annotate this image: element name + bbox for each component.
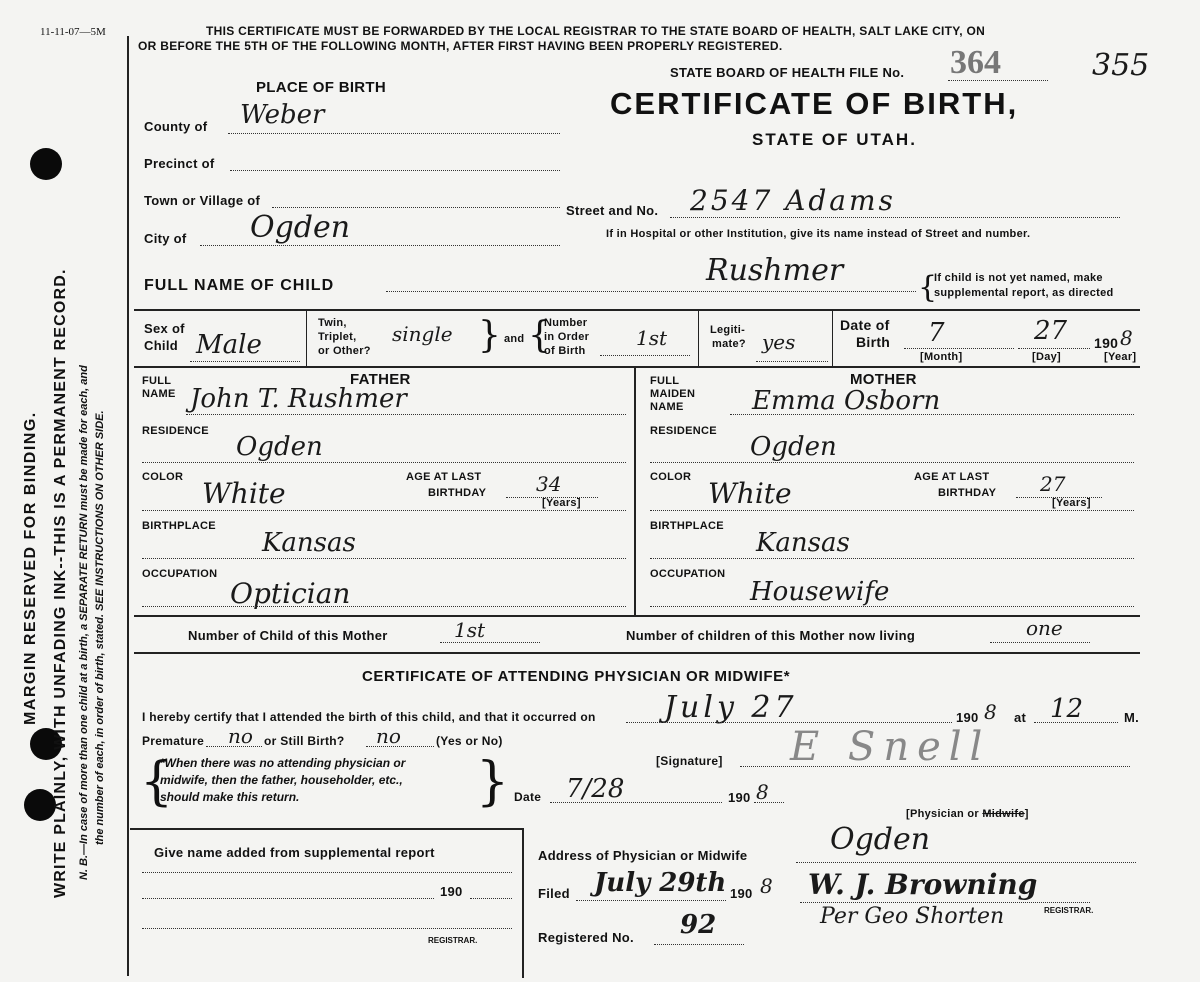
father-occupation-value: Optician (230, 577, 351, 610)
father-occupation-label: OCCUPATION (142, 568, 218, 580)
father-heading: FATHER (350, 371, 411, 388)
county-value: Weber (240, 100, 325, 130)
children-living-label: Number of children of this Mother now living (626, 628, 916, 643)
mother-name-label2: MAIDEN (650, 388, 696, 400)
date-signed-label: Date (514, 790, 542, 804)
registered-line (654, 944, 744, 945)
corner-code: 11-11-07—5M (40, 26, 106, 38)
binding-hole-top (30, 148, 62, 180)
birth-m-label: M. (1124, 710, 1140, 725)
street-value: 2547 Adams (690, 184, 896, 217)
child-number-label: Number of Child of this Mother (188, 628, 388, 643)
mother-color-label: COLOR (650, 471, 692, 483)
mother-occupation-line (650, 606, 1134, 607)
filed-date-line (576, 900, 726, 901)
twin-label2: Triplet, (318, 331, 357, 343)
mother-heading: MOTHER (850, 371, 917, 388)
supplemental-year-prefix: 190 (440, 884, 463, 899)
supplemental-year-line (470, 898, 512, 899)
name-note-brace: { (918, 270, 938, 305)
rule-bottom-parents (134, 615, 1140, 617)
father-name-label2: NAME (142, 388, 176, 400)
father-residence-line (142, 462, 626, 463)
registrar-line (800, 902, 1090, 903)
rule-above-physician (134, 652, 1140, 654)
filed-year-prefix: 190 (730, 886, 753, 901)
birth-order-label3: of Birth (544, 345, 586, 357)
sex-label2: Child (144, 338, 178, 353)
and-label: and (504, 333, 525, 345)
physician-note3: should make this return. (160, 790, 300, 804)
dob-year-hw: 8 (1120, 326, 1133, 350)
mother-age-value: 27 (1040, 472, 1066, 496)
mother-age-label2: BIRTHDAY (938, 487, 997, 499)
twin-value: single (392, 322, 453, 346)
supplemental-registrar-label: REGISTRAR. (428, 936, 478, 945)
sex-divider (306, 311, 307, 366)
children-living-value: one (1026, 616, 1063, 640)
mother-residence-value: Ogden (750, 432, 837, 462)
town-label: Town or Village of (144, 193, 261, 208)
birth-order-label1: Number (544, 317, 588, 329)
physician-certify-text: I hereby certify that I attended the birth of this child, and that it occurred on (142, 710, 596, 724)
dob-day-line (1018, 348, 1090, 349)
dob-label2: Birth (856, 334, 891, 350)
dob-month-label: [Month] (920, 351, 963, 363)
dob-day-label: [Day] (1032, 351, 1062, 363)
mother-residence-line (650, 462, 1134, 463)
place-of-birth-heading: PLACE OF BIRTH (256, 79, 387, 96)
father-occupation-line (142, 606, 626, 607)
father-age-value: 34 (536, 472, 562, 496)
rule-bottom-child-row (134, 366, 1140, 368)
physician-note2: midwife, then the father, householder, etc., (160, 773, 403, 787)
registered-label: Registered No. (538, 930, 634, 945)
father-name-line (186, 414, 626, 415)
father-age-label2: BIRTHDAY (428, 487, 487, 499)
father-name-label1: FULL (142, 375, 172, 387)
rule-bottom-section (130, 828, 524, 830)
father-residence-label: RESIDENCE (142, 425, 209, 437)
note-brace-left: { (140, 752, 174, 812)
mother-color-value: White (708, 477, 792, 510)
file-no-annotation: 355 (1092, 48, 1150, 83)
address-label: Address of Physician or Midwife (538, 848, 748, 863)
father-birthplace-value: Kansas (262, 528, 356, 558)
stillbirth-label: or Still Birth? (264, 734, 345, 748)
mother-age-label1: AGE AT LAST (914, 471, 990, 483)
twin-brace: } (478, 315, 501, 356)
margin-binding-text: MARGIN RESERVED FOR BINDING. (22, 411, 39, 725)
address-line (796, 862, 1136, 863)
registrar-signature: W. J. Browning (808, 868, 1038, 901)
precinct-label: Precinct of (144, 156, 215, 171)
mother-name-label3: NAME (650, 401, 684, 413)
father-years-label: [Years] (542, 497, 581, 509)
supplemental-divider (522, 828, 524, 978)
yes-no-label: (Yes or No) (436, 734, 503, 748)
child-name-note1: If child is not yet named, make (934, 272, 1103, 284)
legit-label2: mate? (712, 338, 746, 350)
filed-label: Filed (538, 886, 570, 901)
town-line (272, 207, 560, 208)
physician-role-label: [Physician or (906, 808, 979, 820)
child-number-line (440, 642, 540, 643)
margin-note-line2: the number of each, in order of birth, stated. SEE INSTRUCTIONS ON OTHER SIDE. (94, 410, 106, 845)
mother-birthplace-label: BIRTHPLACE (650, 520, 724, 532)
dob-day: 27 (1034, 316, 1068, 346)
stillbirth-line (366, 746, 434, 747)
premature-value: no (228, 724, 253, 748)
legit-line (756, 361, 828, 362)
father-birthplace-label: BIRTHPLACE (142, 520, 216, 532)
birth-hour-line (1034, 722, 1118, 723)
certificate-subtitle: STATE OF UTAH. (752, 130, 917, 149)
sex-line (190, 361, 300, 362)
mother-years-label: [Years] (1052, 497, 1091, 509)
supplemental-line2 (142, 898, 434, 899)
mother-occupation-value: Housewife (750, 577, 890, 607)
signature-line (740, 766, 1130, 767)
date-signed-year-line (754, 802, 784, 803)
dob-label1: Date of (840, 317, 890, 333)
address-value: Ogden (830, 822, 931, 857)
mother-name-line (730, 414, 1134, 415)
legit-label1: Legiti- (710, 324, 746, 336)
legit-value: yes (762, 330, 796, 354)
filed-year-hw: 8 (760, 874, 773, 898)
father-color-value: White (202, 477, 286, 510)
mother-birthplace-line (650, 558, 1134, 559)
birth-year-hw: 8 (984, 700, 997, 724)
physician-role (906, 808, 1029, 820)
registered-value: 92 (680, 910, 717, 940)
date-signed-line (550, 802, 722, 803)
hospital-note: If in Hospital or other Institution, give its name instead of Street and number. (606, 228, 1031, 240)
certificate-title: CERTIFICATE OF BIRTH, (610, 86, 1019, 121)
father-name-value: John T. Rushmer (190, 384, 407, 414)
twin-label3: or Other? (318, 345, 371, 357)
birth-date-line (626, 722, 952, 723)
birth-order-label2: in Order (544, 331, 590, 343)
filed-date: July 29th (594, 868, 727, 898)
sex-value: Male (196, 330, 262, 360)
father-birthplace-line (142, 558, 626, 559)
signature-value: E Snell (790, 724, 991, 770)
legit-divider (832, 311, 833, 366)
mother-name-value: Emma Osborn (752, 386, 941, 416)
father-residence-value: Ogden (236, 432, 323, 462)
child-name-line (386, 291, 916, 292)
precinct-line (230, 170, 560, 171)
birth-order-line (600, 355, 690, 356)
filing-registrar-label: REGISTRAR. (1044, 906, 1094, 915)
top-notice-line1: THIS CERTIFICATE MUST BE FORWARDED BY THE LOCAL REGISTRAR TO THE STATE BOARD OF HEALTH, SALT LAKE CITY, ON (206, 24, 986, 38)
child-name-label: FULL NAME OF CHILD (144, 277, 335, 294)
signature-label: [Signature] (656, 754, 723, 768)
date-signed-year-prefix: 190 (728, 790, 751, 805)
dob-year-label: [Year] (1104, 351, 1137, 363)
father-color-label: COLOR (142, 471, 184, 483)
file-no-label: STATE BOARD OF HEALTH FILE No. (670, 65, 905, 80)
child-name-value: Rushmer (706, 253, 844, 288)
county-label: County of (144, 119, 208, 134)
top-notice-line2: OR BEFORE THE 5TH OF THE FOLLOWING MONTH, AFTER FIRST HAVING BEEN PROPERLY REGISTERED. (138, 39, 783, 53)
dob-month: 7 (928, 318, 945, 348)
note-brace-right: } (476, 752, 510, 812)
birth-date-value: July 27 (664, 690, 798, 725)
midwife-struck: Midwife (982, 808, 1025, 820)
birth-year-prefix: 190 (956, 710, 979, 725)
mother-residence-label: RESIDENCE (650, 425, 717, 437)
file-no-line (948, 80, 1048, 81)
twin-label1: Twin, (318, 317, 347, 329)
birth-at-label: at (1014, 710, 1027, 725)
child-name-note2: supplemental report, as directed (934, 287, 1114, 299)
number-brace: { (528, 315, 551, 356)
children-living-line (990, 642, 1090, 643)
supplemental-registrar-line (142, 928, 512, 929)
rule-top-child-row (134, 309, 1140, 311)
margin-note-line1: N. B.—In case of more than one child at a birth, a SEPARATE RETURN must be made for each, and (78, 365, 90, 880)
sex-label1: Sex of (144, 321, 185, 336)
street-label: Street and No. (566, 203, 659, 218)
physician-note1: *When there was no attending physician or (160, 756, 406, 770)
county-line (228, 133, 560, 134)
stillbirth-value: no (376, 724, 401, 748)
margin-ink-text: WRITE PLAINLY, WITH UNFADING INK--THIS IS A PERMANENT RECORD. (52, 268, 69, 898)
father-color-line (142, 510, 626, 511)
registrar-per: Per Geo Shorten (820, 904, 1005, 929)
city-label: City of (144, 231, 187, 246)
street-line (670, 217, 1120, 218)
left-border (127, 36, 129, 976)
file-no-value: 364 (950, 44, 1001, 81)
city-value: Ogden (250, 210, 351, 245)
supplemental-line1 (142, 872, 512, 873)
premature-line (206, 746, 262, 747)
order-divider (698, 311, 699, 366)
child-number-value: 1st (454, 618, 486, 642)
parents-center-divider (634, 368, 636, 616)
mother-occupation-label: OCCUPATION (650, 568, 726, 580)
father-age-label1: AGE AT LAST (406, 471, 482, 483)
supplemental-heading: Give name added from supplemental report (154, 845, 435, 860)
mother-name-label1: FULL (650, 375, 680, 387)
physician-heading: CERTIFICATE OF ATTENDING PHYSICIAN OR MIDWIFE* (362, 668, 791, 685)
date-signed-value: 7/28 (566, 774, 625, 804)
dob-year: 190 (1094, 335, 1119, 351)
mother-color-line (650, 510, 1134, 511)
dob-month-line (904, 348, 1014, 349)
birth-order-value: 1st (636, 326, 668, 350)
city-line (200, 245, 560, 246)
mother-birthplace-value: Kansas (756, 528, 850, 558)
birth-hour-value: 12 (1050, 694, 1084, 724)
physician-role-end: ] (1024, 808, 1029, 820)
premature-label: Premature (142, 734, 205, 748)
date-signed-year-hw: 8 (756, 780, 769, 804)
